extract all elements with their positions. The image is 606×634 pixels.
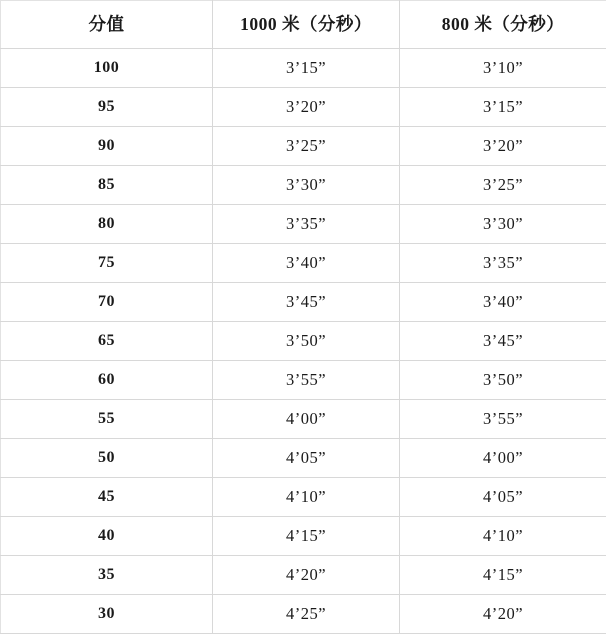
- table-row: [1, 49, 606, 88]
- table-row: [1, 361, 606, 400]
- cell-800m: 4’10”: [400, 517, 606, 556]
- cell-score: 65: [1, 322, 213, 361]
- table-row: [1, 400, 606, 439]
- table-row: [1, 322, 606, 361]
- cell-score: 45: [1, 478, 213, 517]
- cell-score: 55: [1, 400, 213, 439]
- cell-1000m: 3’45”: [213, 283, 400, 322]
- cell-800m: 3’45”: [400, 322, 606, 361]
- cell-score: 90: [1, 127, 213, 166]
- cell-800m: 4’20”: [400, 595, 606, 634]
- cell-score: 70: [1, 283, 213, 322]
- cell-800m: 3’30”: [400, 205, 606, 244]
- table-row: [1, 595, 606, 634]
- cell-1000m: 3’20”: [213, 88, 400, 127]
- cell-800m: 3’35”: [400, 244, 606, 283]
- table-row: [1, 127, 606, 166]
- cell-1000m: 4’25”: [213, 595, 400, 634]
- cell-800m: 3’50”: [400, 361, 606, 400]
- cell-800m: 3’10”: [400, 49, 606, 88]
- table-row: [1, 244, 606, 283]
- cell-score: 60: [1, 361, 213, 400]
- cell-1000m: 4’15”: [213, 517, 400, 556]
- cell-score: 30: [1, 595, 213, 634]
- column-header-800m: 800 米（分秒）: [400, 1, 606, 49]
- table-row: [1, 517, 606, 556]
- column-header-1000m: 1000 米（分秒）: [213, 1, 400, 49]
- cell-score: 50: [1, 439, 213, 478]
- table-row: [1, 439, 606, 478]
- cell-1000m: 4’05”: [213, 439, 400, 478]
- cell-score: 100: [1, 49, 213, 88]
- cell-score: 80: [1, 205, 213, 244]
- cell-score: 40: [1, 517, 213, 556]
- table-header-row: [1, 1, 606, 49]
- cell-800m: 3’15”: [400, 88, 606, 127]
- cell-800m: 4’05”: [400, 478, 606, 517]
- table-body: [1, 49, 606, 634]
- cell-1000m: 3’30”: [213, 166, 400, 205]
- cell-score: 75: [1, 244, 213, 283]
- cell-1000m: 3’15”: [213, 49, 400, 88]
- column-header-score: 分值: [1, 1, 213, 49]
- table-row: [1, 205, 606, 244]
- cell-1000m: 3’35”: [213, 205, 400, 244]
- cell-800m: 3’40”: [400, 283, 606, 322]
- cell-1000m: 3’50”: [213, 322, 400, 361]
- cell-800m: 4’15”: [400, 556, 606, 595]
- table-row: [1, 88, 606, 127]
- cell-800m: 3’55”: [400, 400, 606, 439]
- cell-1000m: 4’10”: [213, 478, 400, 517]
- cell-score: 95: [1, 88, 213, 127]
- cell-score: 35: [1, 556, 213, 595]
- table-row: [1, 478, 606, 517]
- cell-1000m: 3’25”: [213, 127, 400, 166]
- table-header: [1, 1, 606, 49]
- table-row: [1, 556, 606, 595]
- cell-800m: 3’20”: [400, 127, 606, 166]
- table-row: [1, 166, 606, 205]
- table-row: [1, 283, 606, 322]
- cell-score: 85: [1, 166, 213, 205]
- cell-1000m: 4’00”: [213, 400, 400, 439]
- cell-1000m: 3’40”: [213, 244, 400, 283]
- cell-1000m: 4’20”: [213, 556, 400, 595]
- cell-800m: 3’25”: [400, 166, 606, 205]
- cell-800m: 4’00”: [400, 439, 606, 478]
- cell-1000m: 3’55”: [213, 361, 400, 400]
